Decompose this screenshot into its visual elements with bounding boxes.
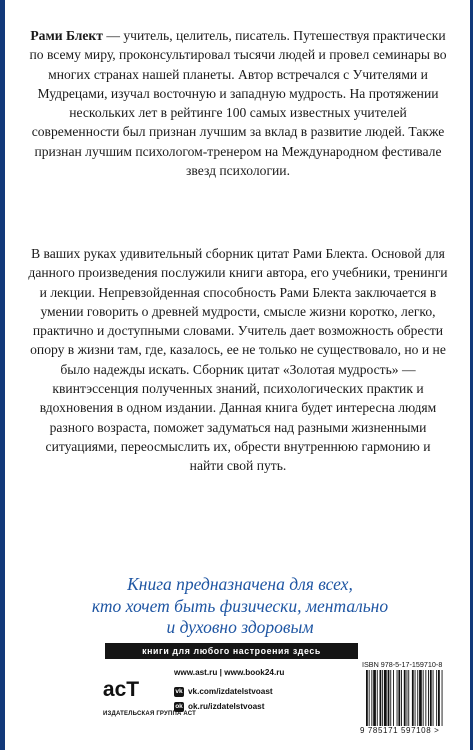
vk-link-text: vk.com/izdatelstvoast (188, 687, 273, 696)
ean-digits: 9 785171 597108 > (360, 726, 440, 735)
ast-logo-icon (103, 667, 139, 707)
series-banner: книги для любого настроения здесь (105, 643, 358, 659)
tagline-line-2: кто хочет быть физически, ментально (91, 595, 389, 616)
book-description: В ваших руках удивительный сборник цитат Рами Блекта. Основой для данного произведения послужили книги автора, его учебники, тренинги и лекции. Непревзойденная способность Рами Блекта заключается в умении говорить о древней мудрости, смысле жизни коротко, легко, практично и доступными словами. Учитель дает возможность обрести опору в жизни там, где, казалось, ее не только не существовало, но и не было надежды искать. Сборник цитат «Золотая мудрость» — квинтэссенция полученных знаний, психологических практик и вдохновения в одном издании. Данная книга будет интересна людям разного возраста, поможет задуматься над разными жизненными ситуациями, переосмыслить их, обрести внутреннюю гармонию и найти свой путь. (28, 246, 448, 474)
tagline (30, 574, 450, 639)
author-bio (28, 26, 448, 180)
publisher-label: ИЗДАТЕЛЬСКАЯ ГРУППА АСТ (103, 711, 197, 717)
isbn-number: ISBN 978-5-17-159710-8 (362, 660, 443, 669)
ok-link-text: ok.ru/izdatelstvoast (188, 702, 265, 711)
vk-link[interactable] (174, 685, 354, 698)
vk-icon: vk (175, 688, 183, 695)
ast-logo-text: acT (103, 678, 139, 701)
barcode-block (360, 660, 462, 740)
barcode-icon (362, 670, 462, 728)
website-links[interactable]: www.ast.ru | www.book24.ru (174, 668, 285, 677)
tagline-line-1: Книга предназначена для всех, (127, 574, 353, 594)
ok-link[interactable] (174, 700, 354, 713)
ok-icon: ok (175, 703, 183, 710)
tagline-line-3: и духовно здоровым (166, 617, 314, 637)
spine-edge (0, 0, 5, 750)
publisher-links (174, 668, 354, 715)
author-bio-text: — учитель, целитель, писатель. Путешествуя практически по всему миру, проконсультировал тысячи людей и провел семинары во многих странах нашей планеты. Автор встречался с Учителями и Мудрецами, изучал восточную и западную мудрость. На протяжении нескольких лет в рейтинге 100 самых известных учителей современности был признан лучшим за вклад в развитие людей. Также признан лучшим психологом-тренером на Международном фестивале звезд психологии. (29, 28, 447, 179)
author-name: Рами Блект (30, 28, 103, 43)
